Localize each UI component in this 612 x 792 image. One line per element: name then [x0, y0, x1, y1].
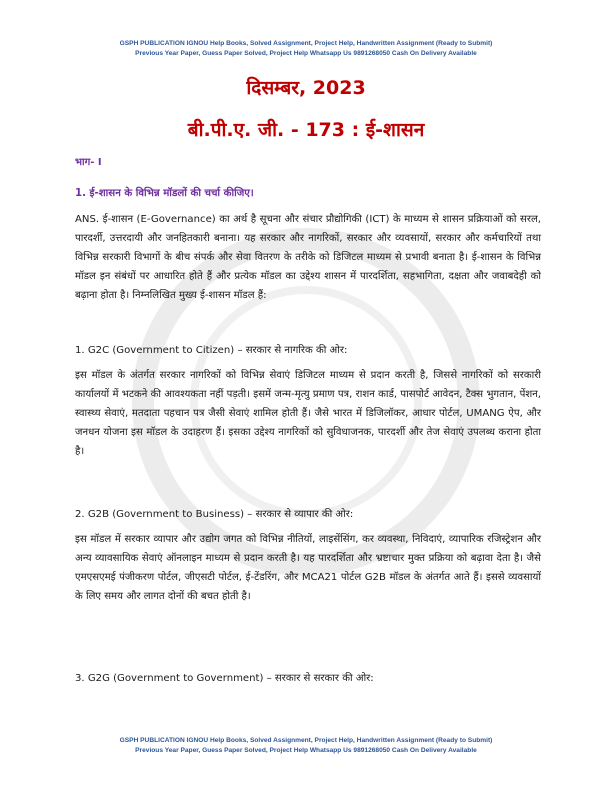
model-heading-g2c: 1. G2C (Government to Citizen) – सरकार से नागरिक की ओर:: [75, 345, 348, 356]
model-heading-g2g: 3. G2G (Government to Government) – सरकार से सरकार की ओर:: [75, 673, 374, 684]
header-line-2: Previous Year Paper, Guess Paper Solved, Project Help Whatsapp Us 9891268050 Cash On Delivery Available: [135, 50, 477, 57]
footer-line-2: Previous Year Paper, Guess Paper Solved, Project Help Whatsapp Us 9891268050 Cash On Delivery Available: [135, 747, 477, 754]
model-text-g2b: इस मॉडल में सरकार व्यापार और उद्योग जगत को विभिन्न नीतियों, लाइसेंसिंग, कर व्यवस्था, निविदाएं, व्यापारिक रजिस्ट्रेशन और अन्य व्यावसायिक सेवाएं ऑनलाइन माध्यम से प्रदान करती है। यह पारदर्शिता और भ्रष्टाचार मुक्त प्रक्रिया को बढ़ावा देता है। जैसे एमएसएमई पंजीकरण पोर्टल, जीएसटी पोर्टल, ई-टेंडरिंग, और MCA21 पोर्टल G2B मॉडल के अंतर्गत आते हैं। इससे व्यवसायों के लिए समय और लागत दोनों की बचत होती है।: [75, 534, 541, 602]
model-heading-g2b: 2. G2B (Government to Business) – सरकार से व्यापार की ओर:: [75, 509, 354, 520]
model-text-g2c: इस मॉडल के अंतर्गत सरकार नागरिकों को विभिन्न सेवाएं डिजिटल माध्यम से प्रदान करती है, जिससे नागरिकों को सरकारी कार्यालयों में भटकने की आवश्यकता नहीं पड़ती। इसमें जन्म-मृत्यु प्रमाण पत्र, राशन कार्ड, पासपोर्ट आवेदन, टैक्स भुगतान, पेंशन, स्वास्थ्य सेवाएं, मतदाता पहचान पत्र जैसी सेवाएं शामिल होती हैं। जैसे भारत में डिजिलॉकर, आधार पोर्टल, UMANG ऐप, और जनधन योजना इस मॉडल के उदाहरण हैं। इसका उद्देश्य नागरिकों को सुविधाजनक, पारदर्शी और तेज सेवाएं उपलब्ध कराना होता है।: [75, 370, 541, 457]
page-footer: [0, 736, 612, 756]
course-title: बी.पी.ए. जी. - 173 : ई-शासन: [187, 119, 425, 141]
answer-intro-paragraph: ANS. ई-शासन (E-Governance) का अर्थ है सूचना और संचार प्रौद्योगिकी (ICT) के माध्यम से शासन प्रक्रियाओं को सरल, पारदर्शी, उत्तरदायी और जनहितकारी बनाना। यह सरकार और नागरिकों, सरकार और व्यवसायों, सरकार और कर्मचारियों तथा विभिन्न सरकारी विभागों के बीच संपर्क और सेवा वितरण के तरीके को डिजिटल माध्यम से प्रभावी बनाता है। ई-शासन के विभिन्न मॉडल इन संबंधों पर आधारित होते हैं और प्रत्येक मॉडल का उद्देश्य शासन में पारदर्शिता, सहभागिता, दक्षता और जवाबदेही को बढ़ाना होता है। निम्नलिखित मुख्य ई-शासन मॉडल हैं:: [75, 214, 541, 301]
page-header: [0, 39, 612, 59]
header-line-1: GSPH PUBLICATION IGNOU Help Books, Solved Assignment, Project Help, Handwritten Assignment (Ready to Submit): [119, 40, 493, 47]
footer-line-1: GSPH PUBLICATION IGNOU Help Books, Solved Assignment, Project Help, Handwritten Assignment (Ready to Submit): [119, 737, 493, 744]
exam-date-title: दिसम्बर, 2023: [246, 77, 366, 99]
question-heading: 1. ई-शासन के विभिन्न मॉडलों की चर्चा कीजिए।: [75, 188, 254, 199]
section-label: भाग- I: [75, 157, 102, 168]
